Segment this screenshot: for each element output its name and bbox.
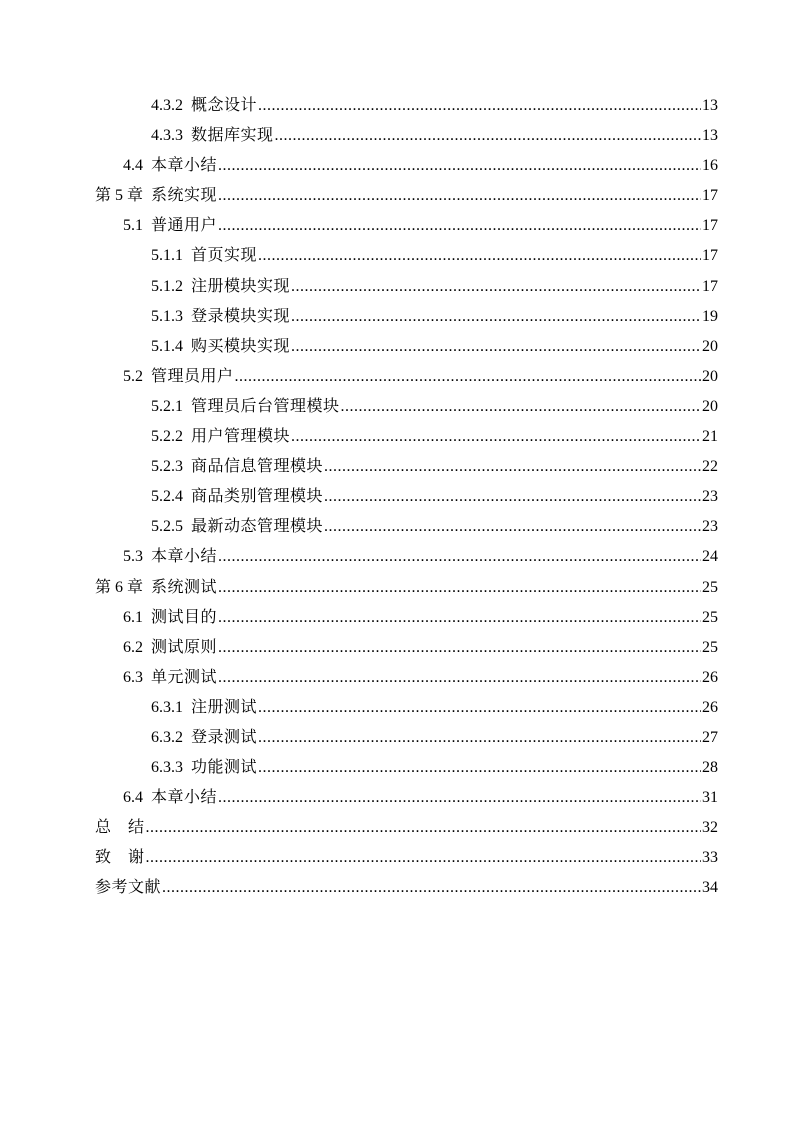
dot-leader (218, 783, 701, 813)
toc-entry-page: 25 (702, 638, 718, 656)
toc-entry[interactable] (0, 603, 793, 633)
toc-entry-title: 登录测试 (191, 728, 258, 746)
toc-entry-number: 6.3.2 (151, 728, 183, 746)
toc-entry-page: 17 (702, 277, 718, 295)
dot-leader (162, 873, 701, 903)
toc-entry-title: 总 结 (95, 819, 145, 837)
toc-entry[interactable] (0, 693, 793, 723)
dot-leader (218, 603, 701, 633)
toc-entry-title: 登录模块实现 (191, 307, 291, 325)
toc-entry[interactable] (0, 422, 793, 452)
toc-entry-page: 28 (702, 759, 718, 777)
toc-entry-page: 33 (702, 849, 718, 867)
toc-entry[interactable] (0, 332, 793, 362)
toc-entry-number: 4.3.3 (151, 127, 183, 145)
dot-leader (258, 241, 701, 271)
toc-entry-title: 最新动态管理模块 (191, 518, 324, 536)
toc-entry-title: 本章小结 (151, 157, 218, 175)
toc-entry[interactable] (0, 151, 793, 181)
toc-entry-page: 24 (702, 548, 718, 566)
dot-leader (258, 753, 701, 783)
dot-leader (291, 272, 701, 302)
dot-leader (291, 302, 701, 332)
toc-entry[interactable] (0, 482, 793, 512)
toc-entry-title: 测试目的 (151, 608, 218, 626)
toc-entry-page: 34 (702, 879, 718, 897)
toc-entry-number: 5.1.4 (151, 337, 183, 355)
toc-entry[interactable] (0, 392, 793, 422)
toc-entry-number: 6.2 (123, 638, 143, 656)
dot-leader (218, 181, 701, 211)
toc-entry-number: 5.1 (123, 217, 143, 235)
toc-entry[interactable] (0, 663, 793, 693)
toc-entry-page: 16 (702, 157, 718, 175)
dot-leader (324, 452, 701, 482)
toc-entry-number: 4.3.2 (151, 97, 183, 114)
toc-entry-title: 单元测试 (151, 668, 218, 686)
toc-entry[interactable] (0, 573, 793, 603)
dot-leader (324, 512, 701, 542)
toc-entry-title: 购买模块实现 (191, 337, 291, 355)
toc-entry-title: 本章小结 (151, 789, 218, 807)
toc-entry[interactable] (0, 272, 793, 302)
toc-entry-number: 5.2.3 (151, 458, 183, 476)
toc-entry[interactable] (0, 452, 793, 482)
toc-entry-title: 管理员用户 (151, 367, 234, 385)
toc-entry-number: 第 6 章 (95, 578, 144, 596)
toc-entry-number: 5.2.1 (151, 397, 183, 415)
toc-entry-number: 6.1 (123, 608, 143, 626)
toc-entry-title: 普通用户 (151, 217, 218, 235)
toc-entry-page: 31 (702, 789, 718, 807)
toc-entry-page: 17 (702, 187, 718, 205)
toc-entry[interactable] (0, 753, 793, 783)
toc-entry-number: 4.4 (123, 157, 143, 175)
toc-entry-title: 系统实现 (151, 187, 218, 205)
toc-entry-title: 注册模块实现 (191, 277, 291, 295)
toc-entry[interactable] (0, 211, 793, 241)
dot-leader (218, 211, 701, 241)
toc-entry-title: 注册测试 (191, 698, 258, 716)
toc-entry-title: 本章小结 (151, 548, 218, 566)
toc-entry-title: 功能测试 (191, 759, 258, 777)
toc-entry-page: 13 (702, 97, 718, 114)
toc-entry-title: 概念设计 (191, 97, 258, 114)
toc-entry[interactable] (0, 302, 793, 332)
toc-entry-page: 25 (702, 578, 718, 596)
toc-entry-page: 21 (702, 428, 718, 446)
toc-entry-page: 22 (702, 458, 718, 476)
toc-entry[interactable] (0, 633, 793, 663)
toc-entry-page: 23 (702, 518, 718, 536)
toc-entry-page: 23 (702, 488, 718, 506)
table-of-contents (0, 91, 793, 904)
toc-entry[interactable] (0, 723, 793, 753)
dot-leader (146, 813, 701, 843)
toc-entry[interactable] (0, 91, 793, 121)
dot-leader (218, 151, 701, 181)
dot-leader (258, 723, 701, 753)
toc-entry[interactable] (0, 813, 793, 843)
toc-entry[interactable] (0, 843, 793, 873)
toc-entry-number: 6.4 (123, 789, 143, 807)
toc-entry[interactable] (0, 873, 793, 903)
dot-leader (218, 663, 701, 693)
toc-entry-page: 20 (702, 397, 718, 415)
toc-entry-page: 17 (702, 247, 718, 265)
toc-entry-number: 6.3.3 (151, 759, 183, 777)
toc-entry-page: 26 (702, 668, 718, 686)
toc-entry-number: 5.1.3 (151, 307, 183, 325)
dot-leader (146, 843, 701, 873)
toc-entry-page: 32 (702, 819, 718, 837)
toc-entry-title: 数据库实现 (191, 127, 274, 145)
dot-leader (324, 482, 701, 512)
toc-entry-number: 5.2.5 (151, 518, 183, 536)
toc-entry-page: 19 (702, 307, 718, 325)
toc-entry-title: 测试原则 (151, 638, 218, 656)
toc-entry[interactable] (0, 512, 793, 542)
toc-entry[interactable] (0, 542, 793, 572)
toc-entry-number: 5.2.4 (151, 488, 183, 506)
dot-leader (218, 573, 701, 603)
toc-entry-number: 5.3 (123, 548, 143, 566)
toc-entry-number: 6.3 (123, 668, 143, 686)
toc-entry-number: 5.1.1 (151, 247, 183, 265)
dot-leader (341, 392, 701, 422)
toc-entry[interactable] (0, 181, 793, 211)
toc-entry-title: 商品信息管理模块 (191, 458, 324, 476)
toc-entry-page: 26 (702, 698, 718, 716)
toc-entry-number: 5.2 (123, 367, 143, 385)
toc-entry-number: 5.2.2 (151, 428, 183, 446)
toc-entry-title: 系统测试 (151, 578, 218, 596)
dot-leader (235, 362, 701, 392)
toc-entry[interactable] (0, 121, 793, 151)
toc-entry-title: 管理员后台管理模块 (191, 397, 340, 415)
toc-entry-page: 25 (702, 608, 718, 626)
toc-entry-page: 27 (702, 728, 718, 746)
dot-leader (275, 121, 701, 151)
toc-entry-title: 首页实现 (191, 247, 258, 265)
toc-entry[interactable] (0, 241, 793, 271)
dot-leader (258, 91, 701, 121)
toc-entry-number: 第 5 章 (95, 187, 144, 205)
dot-leader (258, 693, 701, 723)
toc-entry-title: 用户管理模块 (191, 428, 291, 446)
toc-entry-title: 商品类别管理模块 (191, 488, 324, 506)
toc-entry-number: 6.3.1 (151, 698, 183, 716)
dot-leader (218, 542, 701, 572)
toc-entry-title: 致 谢 (95, 849, 145, 867)
toc-entry-page: 13 (702, 127, 718, 145)
dot-leader (218, 633, 701, 663)
toc-entry[interactable] (0, 362, 793, 392)
toc-entry-page: 20 (702, 367, 718, 385)
toc-entry-page: 17 (702, 217, 718, 235)
toc-entry-page: 20 (702, 337, 718, 355)
dot-leader (291, 332, 701, 362)
toc-entry-title: 参考文献 (95, 879, 162, 897)
toc-entry-number: 5.1.2 (151, 277, 183, 295)
dot-leader (291, 422, 701, 452)
toc-entry[interactable] (0, 783, 793, 813)
